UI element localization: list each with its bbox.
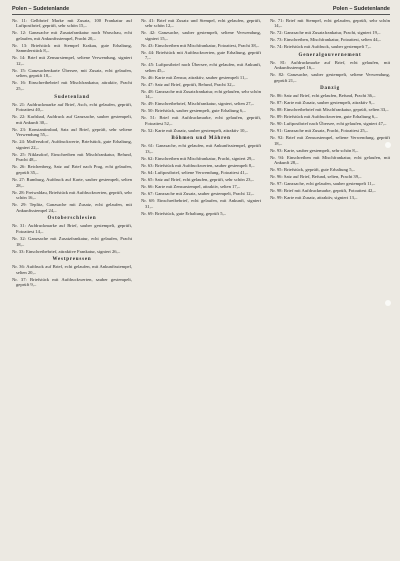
punch-hole [385, 142, 391, 148]
lot-entry: Nr. 87: Karte mit Zusatz, sauber gestempelt, attraktiv 9,– [270, 100, 375, 106]
punch-hole [385, 300, 391, 306]
lot-entry: Nr. 49: Einschreibebrief, Mischfrankatur, signiert, selten 27,– [141, 101, 254, 107]
lot-entry: Nr. 63: Briefstück mit Aufdruckwerten, sauber gestempelt 8,– [141, 163, 255, 169]
lot-entry: Nr. 81: Aufdruckmarke auf Brief, echt gelaufen, mit Ankunftsstempel 16,– [270, 59, 390, 71]
lot-entry: Nr. 15: Ganzsachenkarte Übersee, mit Zusatz, echt gelaufen, selten, geprüft 18,– [12, 67, 132, 79]
lot-entry: Nr. 69: Briefstück, gute Erhaltung, geprüft 5,– [141, 210, 226, 216]
lot-entry: Nr. 16: Einschreibebrief mit Mischfrankatur, attraktiv, Pracht 25,– [12, 80, 132, 91]
lot-entry: Nr. 62: Einschreiben mit Mischfrankatur, Pracht, signiert 29,– [141, 156, 255, 162]
lot-entry: Nr. 42: Ganzsache, sauber gestempelt, seltene Verwendung, signiert 15,– [141, 30, 261, 41]
lot-entry: Nr. 88: Einschreibebrief mit Mischfrankatur, geprüft, selten 33,– [270, 107, 389, 113]
lot-entry: Nr. 21: Aufdruckmarke auf Brief, Asch, echt gelaufen, geprüft, Fotoattest 40,– [12, 101, 132, 113]
lot-entry: Nr. 91: Ganzsache mit Zusatz, Pracht, Fotoattest 25,– [270, 128, 369, 134]
lot-entry: Nr. 92: Brief mit Zensurstempel, seltene Verwendung, geprüft 18,– [270, 135, 390, 146]
lot-entry: Nr. 37: Briefstück mit Aufdruckwerten, sauber gestempelt, geprüft 9,– [12, 276, 132, 288]
text-column-3 [270, 18, 390, 556]
lot-entry: Nr. 24: Maffersdorf, Aufdruckwerte, Briefstück, gute Erhaltung, signiert 22,– [12, 139, 132, 150]
lot-entry: Nr. 89: Briefstück mit Aufdruckwerten, gute Erhaltung 6,– [270, 114, 378, 120]
lot-entry: Nr. 50: Briefstück, sauber gestempelt, gute Erhaltung 6,– [141, 108, 246, 114]
lot-entry: Nr. 48: Ganzsache mit Zusatzfrankatur, echt gelaufen, sehr schön 14,– [141, 88, 261, 100]
lot-entry: Nr. 13: Briefstück mit Stempel Krakau, gute Erhaltung, Sammlerstück 8,– [12, 42, 132, 54]
text-column-2 [141, 18, 261, 556]
section-heading: Generalgouvernement [298, 52, 362, 58]
lot-entry: Nr. 72: Ganzsache mit Zusatzfrankatur, Pracht, signiert 19,– [270, 30, 381, 36]
lot-entry: Nr. 11: Gelbbrief Marke mit Zusatz, 100 Frankatur auf Luftpostbrief, geprüft, sehr schön 15,– [12, 17, 132, 29]
running-head-right: Polen – Sudetenlande [332, 6, 390, 12]
text-column-1 [12, 18, 132, 556]
lot-entry: Nr. 36: Aufdruck auf Brief, echt gelaufen, mit Ankunftsstempel, selten 20,– [12, 264, 132, 275]
section-heading: Böhmen und Mähren [171, 136, 231, 142]
section-heading: Westpreussen [52, 257, 92, 263]
lot-entry: Nr. 26: Reichenberg, Satz auf Brief nach Prag, echt gelaufen, geprüft 35,– [12, 164, 132, 176]
lot-entry: Nr. 22: Karlsbad, Aufdruck auf Ganzsache, sauber gestempelt, mit Ankunft 30,– [12, 114, 132, 125]
lot-entry: Nr. 33: Einschreibebrief, attraktive Frankatur, signiert 26,– [12, 248, 120, 254]
lot-entry: Nr. 52: Karte mit Zusatz, sauber gestempelt, attraktiv 10,– [141, 127, 248, 133]
section-heading: Danzig [320, 86, 340, 92]
lot-entry: Nr. 14: Brief mit Zensurstempel, seltene Verwendung, signiert 12,– [12, 55, 132, 66]
lot-entry: Nr. 96: Satz auf Brief, Befund, selten, Pracht 39,– [270, 174, 362, 180]
section-heading: Ostoberschlesien [47, 216, 97, 222]
lot-entry: Nr. 43: Einschreiben mit Mischfrankatur, Fotoattest, Pracht 38,– [141, 42, 260, 48]
lot-entry: Nr. 32: Ganzsache mit Zusatzfrankatur, echt gelaufen, Pracht 18,– [12, 235, 132, 247]
lot-entry: Nr. 27: Rumburg, Aufdruck auf Karte, sauber gestempelt, selten 28,– [12, 177, 132, 188]
lot-entry: Nr. 68: Einschreibebrief, echt gelaufen, mit Ankunft, signiert 31,– [141, 197, 261, 209]
lot-entry: Nr. 86: Satz auf Brief, echt gelaufen, Befund, Pracht 36,– [270, 93, 376, 99]
lot-entry: Nr. 29: Teplitz, Ganzsache mit Zusatz, echt gelaufen, mit Ankunftsstempel 24,– [12, 202, 132, 213]
running-head [12, 6, 390, 15]
lot-entry: Nr. 41: Brief mit Zusatz und Stempel, echt gelaufen, geprüft, sehr schön 12,– [141, 17, 261, 29]
lot-entry: Nr. 95: Briefstück, geprüft, gute Erhaltung 5,– [270, 167, 355, 173]
lot-entry: Nr. 12: Ganzsache mit Zusatzfrankatur nach Warschau, echt gelaufen, mit Ankunftsstempel, Pracht 20,– [12, 30, 132, 41]
running-head-left: Polen – Sudetenlande [12, 6, 70, 12]
lot-entry: Nr. 99: Karte mit Zusatz, attraktiv, signiert 13,– [270, 195, 358, 201]
lot-entry: Nr. 90: Luftpostbrief nach Übersee, echt gelaufen, signiert 47,– [270, 121, 387, 127]
lot-entry: Nr. 65: Satz auf Brief, echt gelaufen, geprüft, sehr schön 23,– [141, 177, 254, 183]
text-columns [12, 18, 390, 556]
lot-entry: Nr. 94: Einschreiben mit Mischfrankatur, echt gelaufen, mit Ankunft 28,– [270, 154, 390, 166]
lot-entry: Nr. 51: Brief mit Aufdruckmarke, echt gelaufen, geprüft, Fotoattest 52,– [141, 115, 261, 126]
lot-entry: Nr. 28: Freiwaldau, Briefstück mit Aufdruckwerten, geprüft, sehr schön 16,– [12, 189, 132, 201]
lot-entry: Nr. 67: Ganzsache mit Zusatz, sauber gestempelt, Pracht 12,– [141, 190, 255, 196]
lot-entry: Nr. 74: Briefstück mit Aufdruck, sauber gestempelt 7,– [270, 44, 372, 50]
lot-entry: Nr. 61: Ganzsache, echt gelaufen, mit Ankunftsstempel, geprüft 13,– [141, 143, 261, 155]
lot-entry: Nr. 47: Satz auf Brief, geprüft, Befund, Pracht 32,– [141, 81, 236, 87]
lot-entry: Nr. 82: Ganzsache, sauber gestempelt, seltene Verwendung, geprüft 21,– [270, 72, 390, 83]
lot-entry: Nr. 23: Konstantinsbad, Satz auf Brief, geprüft, sehr seltene Verwendung 55,– [12, 126, 132, 138]
lot-entry: Nr. 46: Karte mit Zensur, attraktiv, sauber gestempelt 11,– [141, 74, 248, 80]
lot-entry: Nr. 66: Karte mit Zensurstempel, attraktiv, selten 17,– [141, 184, 241, 189]
lot-entry: Nr. 73: Einschreiben, Mischfrankatur, Fotoattest, selten 44,– [270, 37, 381, 43]
lot-entry: Nr. 98: Brief mit Aufdruckmarke, geprüft, Fotoattest 42,– [270, 188, 376, 194]
lot-entry: Nr. 45: Luftpostbrief nach Übersee, echt gelaufen, mit Ankunft, selten 45,– [141, 62, 261, 73]
lot-entry: Nr. 64: Luftpostbrief, seltene Verwendung, Fotoattest 41,– [141, 170, 249, 176]
lot-entry: Nr. 31: Aufdruckmarke auf Brief, sauber gestempelt, geprüft, Fotoattest 14,– [12, 223, 132, 234]
lot-entry: Nr. 44: Briefstück mit Aufdruckwerten, gute Erhaltung, geprüft 7,– [141, 49, 261, 61]
lot-entry: Nr. 25: Niklasdorf, Einschreiben mit Mischfrankatur, Befund, Pracht 48,– [12, 151, 132, 163]
lot-entry: Nr. 71: Brief mit Stempel, echt gelaufen, geprüft, sehr schön 14,– [270, 17, 390, 29]
lot-entry: Nr. 93: Karte, sauber gestempelt, sehr schön 8,– [270, 147, 359, 153]
section-heading: Sudetenland [54, 94, 90, 100]
lot-entry: Nr. 97: Ganzsache, echt gelaufen, sauber gestempelt 11,– [270, 181, 376, 187]
